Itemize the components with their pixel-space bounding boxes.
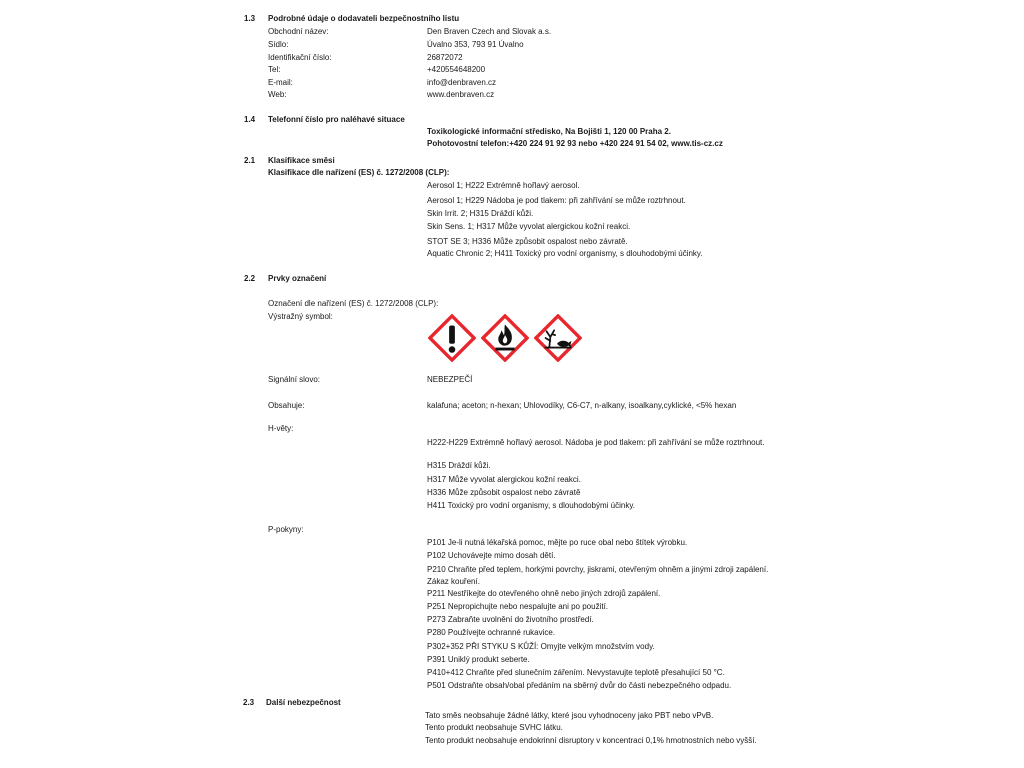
h-statements-label: H-věty:	[268, 424, 294, 433]
p-statement: P101 Je-li nutná lékařská pomoc, mějte po ruce obal nebo štítek výrobku.	[427, 538, 688, 547]
field-label: Tel:	[268, 65, 281, 74]
field-value: www.denbraven.cz	[427, 90, 495, 99]
p-statement: P273 Zabraňte uvolnění do životního prostředí.	[427, 615, 594, 624]
section-number: 2.3	[243, 698, 255, 707]
p-statement: P211 Nestříkejte do otevřeného ohně nebo jiných zdrojů zapálení.	[427, 589, 661, 598]
signal-word-label: Signální slovo:	[268, 375, 321, 384]
section-number: 2.2	[244, 274, 256, 283]
symbol-label: Výstražný symbol:	[268, 312, 333, 321]
p-statement: P302+352 PŘI STYKU S KŮŽÍ: Omyjte velkým množstvím vody.	[427, 642, 655, 651]
field-label: Web:	[268, 90, 287, 99]
classification-item: Skin Sens. 1; H317 Může vyvolat alergickou kožní reakci.	[427, 222, 631, 231]
p-statement: P251 Nepropichujte nebo nespalujte ani po použití.	[427, 602, 609, 611]
p-statement: P410+412 Chraňte před slunečním zářením. Nevystavujte teplotě přesahující 50 °C.	[427, 668, 725, 677]
p-statements-label: P-pokyny:	[268, 525, 304, 534]
h-statement: H336 Může způsobit ospalost nebo závratě	[427, 488, 581, 497]
p-statement: P391 Uniklý produkt seberte.	[427, 655, 530, 664]
ghs09-environment-icon	[534, 314, 582, 362]
classification-item: STOT SE 3; H336 Může způsobit ospalost nebo závratě.	[427, 237, 628, 246]
classification-item: Aerosol 1; H222 Extrémně hořlavý aerosol.	[427, 181, 580, 190]
section-title: Další nebezpečnost	[266, 698, 341, 707]
emergency-center: Toxikologické informační středisko, Na Bojišti 1, 120 00 Praha 2.	[427, 127, 671, 136]
hazard-note: Tato směs neobsahuje žádné látky, které jsou vyhodnoceny jako PBT nebo vPvB.	[425, 711, 714, 720]
field-label: E-mail:	[268, 78, 293, 87]
h-statement: H222-H229 Extrémně hořlavý aerosol. Nádoba je pod tlakem: při zahřívání se může roztrhnout.	[427, 438, 765, 447]
field-label: Identifikační číslo:	[268, 53, 332, 62]
classification-item: Aerosol 1; H229 Nádoba je pod tlakem: při zahřívání se může roztrhnout.	[427, 196, 686, 205]
classification-item: Skin Irrit. 2; H315 Dráždí kůži.	[427, 209, 534, 218]
h-statement: H315 Dráždí kůži.	[427, 461, 491, 470]
contains-value: kalafuna; aceton; n-hexan; Uhlovodíky, C6-C7, n-alkany, isoalkany,cyklické, <5% hexan	[427, 401, 737, 410]
field-label: Obchodní název:	[268, 27, 329, 36]
field-value: 26872072	[427, 53, 463, 62]
field-label: Sídlo:	[268, 40, 289, 49]
h-statement: H411 Toxický pro vodní organismy, s dlouhodobými účinky.	[427, 501, 635, 510]
ghs02-flame-icon	[481, 314, 529, 362]
hazard-note: Tento produkt neobsahuje endokrinní disruptory v koncentraci 0,1% hmotnostních nebo vyšší.	[425, 736, 757, 745]
ghs07-exclamation-icon	[428, 314, 476, 362]
emergency-phone: Pohotovostní telefon:+420 224 91 92 93 nebo +420 224 91 54 02, www.tis-cz.cz	[427, 139, 723, 148]
contains-label: Obsahuje:	[268, 401, 305, 410]
section-number: 1.4	[244, 115, 256, 124]
section-number: 1.3	[244, 14, 256, 23]
section-subtitle: Klasifikace dle nařízení (ES) č. 1272/2008 (CLP):	[268, 168, 450, 177]
p-statement: P501 Odstraňte obsah/obal předáním na sběrný dvůr do části nebezpečného odpadu.	[427, 681, 732, 690]
field-value: Úvalno 353, 793 91 Úvalno	[427, 40, 524, 49]
field-value: +420554648200	[427, 65, 486, 74]
field-value: info@denbraven.cz	[427, 78, 497, 87]
field-value: Den Braven Czech and Slovak a.s.	[427, 27, 552, 36]
p-statement: P280 Používejte ochranné rukavice.	[427, 628, 556, 637]
clp-label: Označení dle nařízení (ES) č. 1272/2008 (CLP):	[268, 299, 439, 308]
section-number: 2.1	[244, 156, 256, 165]
section-title: Prvky označení	[268, 274, 327, 283]
section-title: Telefonní číslo pro naléhavé situace	[268, 115, 405, 124]
signal-word-value: NEBEZPEČÍ	[427, 375, 473, 384]
hazard-note: Tento produkt neobsahuje SVHC látku.	[425, 723, 563, 732]
section-title: Klasifikace směsi	[268, 156, 335, 165]
classification-item: Aquatic Chronic 2; H411 Toxický pro vodní organismy, s dlouhodobými účinky.	[427, 249, 703, 258]
p-statement: P210 Chraňte před teplem, horkými povrchy, jiskrami, otevřeným ohněm a jinými zdroji zapálení. Zákaz kouření.	[427, 565, 769, 586]
p-statement: P102 Uchovávejte mimo dosah dětí.	[427, 551, 556, 560]
h-statement: H317 Může vyvolat alergickou kožní reakci.	[427, 475, 581, 484]
section-title: Podrobné údaje o dodavateli bezpečnostního listu	[268, 14, 460, 23]
